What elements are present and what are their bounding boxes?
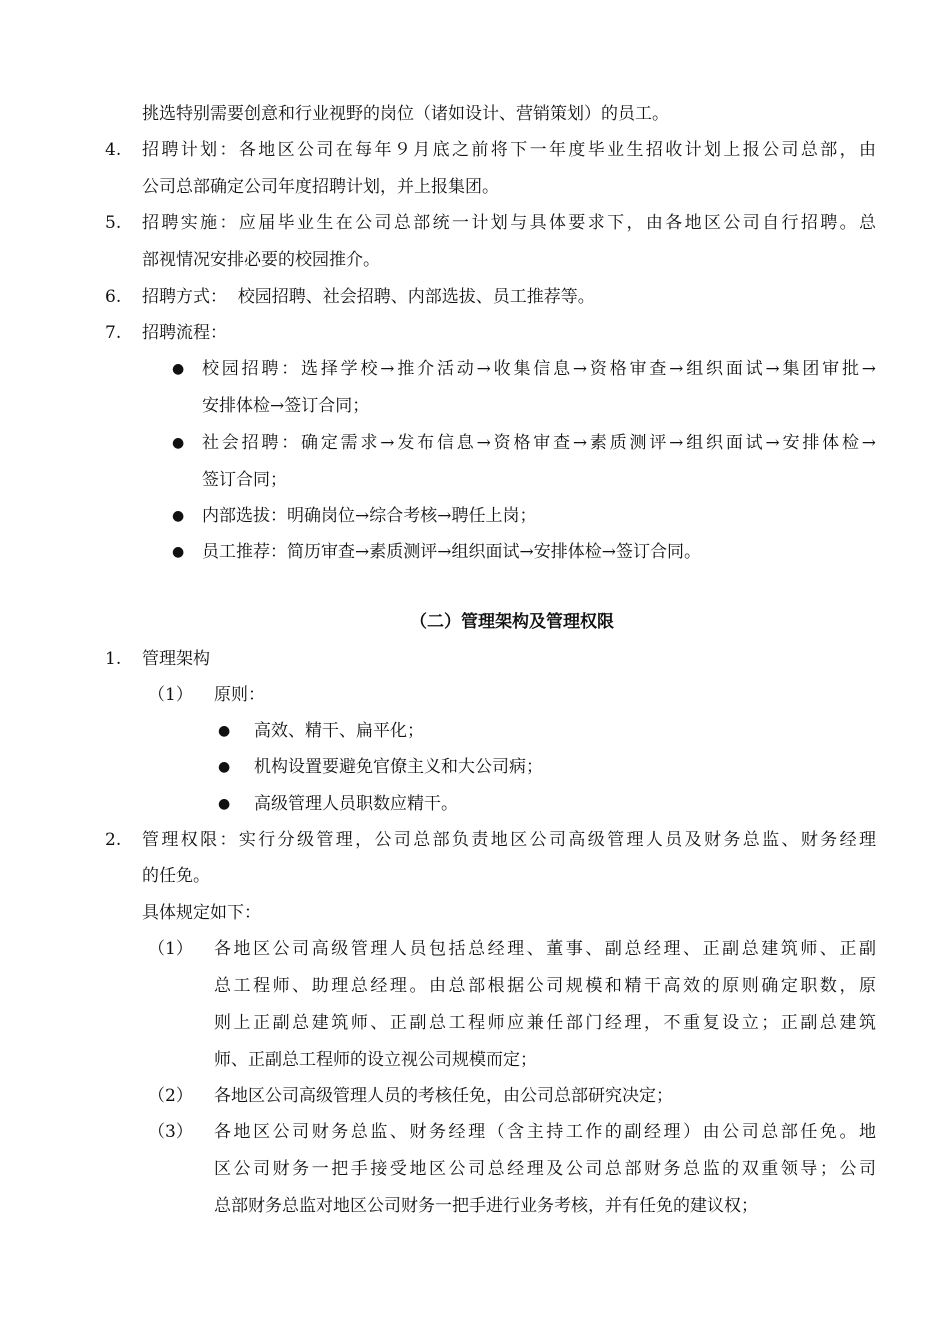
rule-line: 各地区公司财务总监、财务经理（含主持工作的副经理）由公司总部任免。地 bbox=[214, 1122, 876, 1142]
bullet-icon: ● bbox=[172, 544, 185, 560]
item-text-cont: 部视情况安排必要的校园推介。 bbox=[142, 250, 380, 270]
principle-item: 高效、精干、扁平化； bbox=[254, 721, 424, 741]
rule-line: 师、正副总工程师的设立视公司规模而定； bbox=[214, 1050, 537, 1070]
rules-intro: 具体规定如下： bbox=[142, 903, 261, 923]
item-text: 招聘计划：各地区公司在每年９月底之前将下一年度毕业生招收计划上报公司总部，由 bbox=[142, 140, 876, 160]
continuation-line: 挑选特别需要创意和行业视野的岗位（诸如设计、营销策划）的员工。 bbox=[142, 104, 669, 124]
process-referral: 员工推荐：简历审查→素质测评→组织面试→安排体检→签订合同。 bbox=[202, 542, 701, 562]
sub-number: （1） bbox=[148, 939, 193, 959]
item-text: 管理权限：实行分级管理，公司总部负责地区公司高级管理人员及财务总监、财务经理 bbox=[142, 830, 876, 850]
item-number: 4. bbox=[105, 140, 122, 160]
bullet-icon: ● bbox=[218, 723, 231, 739]
rule-line: 区公司财务一把手接受地区公司总经理及公司总部财务总监的双重领导；公司 bbox=[214, 1159, 876, 1179]
rule-line: 总工程师、助理总经理。由总部根据公司规模和精干高效的原则确定职数，原 bbox=[214, 976, 876, 996]
principle-item: 机构设置要避免官僚主义和大公司病； bbox=[254, 757, 543, 777]
sub-text: 原则： bbox=[214, 685, 265, 705]
rule-line: 总部财务总监对地区公司财务一把手进行业务考核，并有任免的建议权； bbox=[214, 1196, 758, 1216]
rule-line: 各地区公司高级管理人员包括总经理、董事、副总经理、正副总建筑师、正副 bbox=[214, 939, 876, 959]
sub-number: （3） bbox=[148, 1122, 193, 1142]
bullet-icon: ● bbox=[218, 796, 231, 812]
item-text-cont: 公司总部确定公司年度招聘计划，并上报集团。 bbox=[142, 177, 499, 197]
process-campus-cont: 安排体检→签订合同； bbox=[202, 396, 370, 416]
bullet-icon: ● bbox=[218, 759, 231, 775]
bullet-icon: ● bbox=[172, 435, 185, 451]
item-number: 6. bbox=[105, 287, 122, 307]
item-number: 1. bbox=[105, 649, 122, 669]
rule-line: 各地区公司高级管理人员的考核任免，由公司总部研究决定； bbox=[214, 1086, 673, 1106]
process-social: 社会招聘：确定需求→发布信息→资格审查→素质测评→组织面试→安排体检→ bbox=[202, 433, 876, 453]
process-campus: 校园招聘：选择学校→推介活动→收集信息→资格审查→组织面试→集团审批→ bbox=[202, 359, 876, 379]
item-number: 5. bbox=[105, 213, 122, 233]
item-text: 招聘实施：应届毕业生在公司总部统一计划与具体要求下，由各地区公司自行招聘。总 bbox=[142, 213, 876, 233]
item-text: 招聘流程： bbox=[142, 323, 227, 343]
item-number: 7. bbox=[105, 323, 122, 343]
bullet-icon: ● bbox=[172, 361, 185, 377]
principle-item: 高级管理人员职数应精干。 bbox=[254, 794, 458, 814]
section-heading: （二）管理架构及管理权限 bbox=[410, 612, 614, 632]
process-internal: 内部选拔：明确岗位→综合考核→聘任上岗； bbox=[202, 506, 537, 526]
rule-line: 则上正副总建筑师、正副总工程师应兼任部门经理，不重复设立；正副总建筑 bbox=[214, 1013, 876, 1033]
item-text: 招聘方式： 校园招聘、社会招聘、内部选拔、员工推荐等。 bbox=[142, 287, 595, 307]
sub-number: （1） bbox=[148, 685, 193, 705]
item-text: 管理架构 bbox=[142, 649, 210, 669]
item-number: 2. bbox=[105, 830, 122, 850]
item-text-cont: 的任免。 bbox=[142, 866, 210, 886]
sub-number: （2） bbox=[148, 1086, 193, 1106]
process-social-cont: 签订合同； bbox=[202, 470, 287, 490]
bullet-icon: ● bbox=[172, 508, 185, 524]
